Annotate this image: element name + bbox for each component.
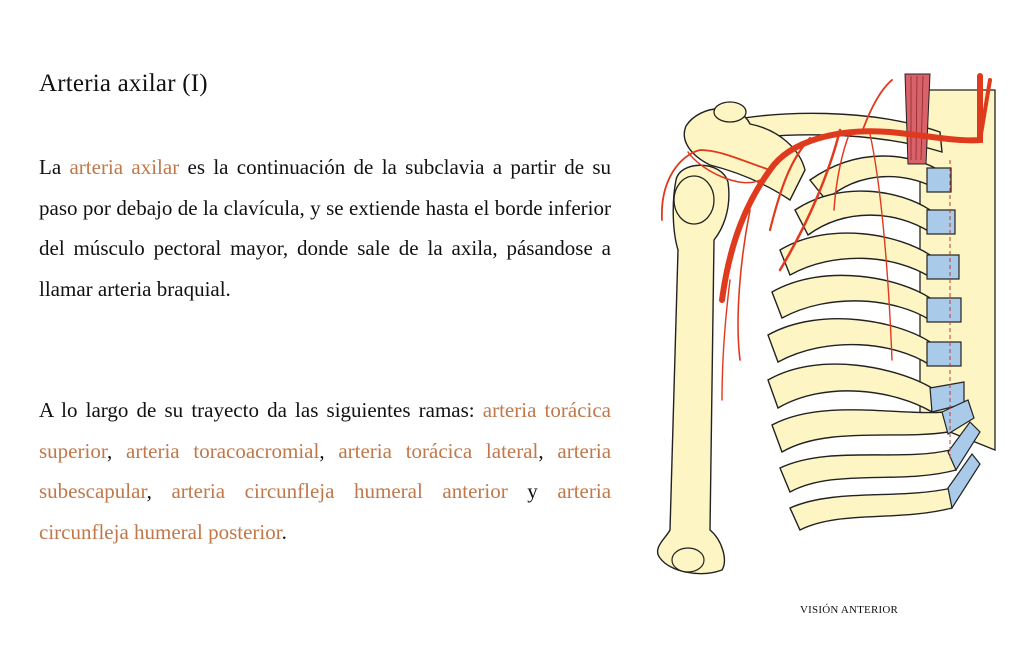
term-toracica-superior: arteria torácica superior bbox=[39, 398, 611, 463]
term-toracica-lateral: arteria torácica lateral bbox=[338, 438, 539, 463]
term-circunfleja-posterior: arteria circunfleja humeral posterior bbox=[39, 479, 612, 544]
term-toracoacromial: arteria toracoacromial bbox=[126, 438, 320, 463]
term-arteria-axilar: arteria axilar bbox=[69, 155, 180, 179]
term-subescapular: arteria subescapular bbox=[39, 438, 612, 503]
slide-title: Arteria axilar (I) bbox=[39, 70, 208, 97]
paragraph-definition: La arteria axilar es la continuación de la subclavia a partir de su paso por debajo de la clavícula, y se extiende hasta el borde inferior del músculo pectoral mayor, donde sale de la axila, pásandose a llamar arteria braquial. bbox=[39, 155, 611, 301]
figure-caption: VISIÓN ANTERIOR bbox=[800, 604, 899, 616]
paragraph-branches: A lo largo de su trayecto da las siguientes ramas: arteria torácica superior, arteria toracoacromial, arteria torácica lateral, arteria subescapular, arteria circunfleja humeral anterior y arteria circunfleja humeral posterior. bbox=[39, 398, 612, 544]
scalene-muscle bbox=[905, 74, 930, 164]
term-circunfleja-anterior: arteria circunfleja humeral anterior bbox=[171, 479, 508, 503]
humerus bbox=[658, 165, 729, 573]
anatomy-illustration bbox=[630, 60, 1010, 590]
